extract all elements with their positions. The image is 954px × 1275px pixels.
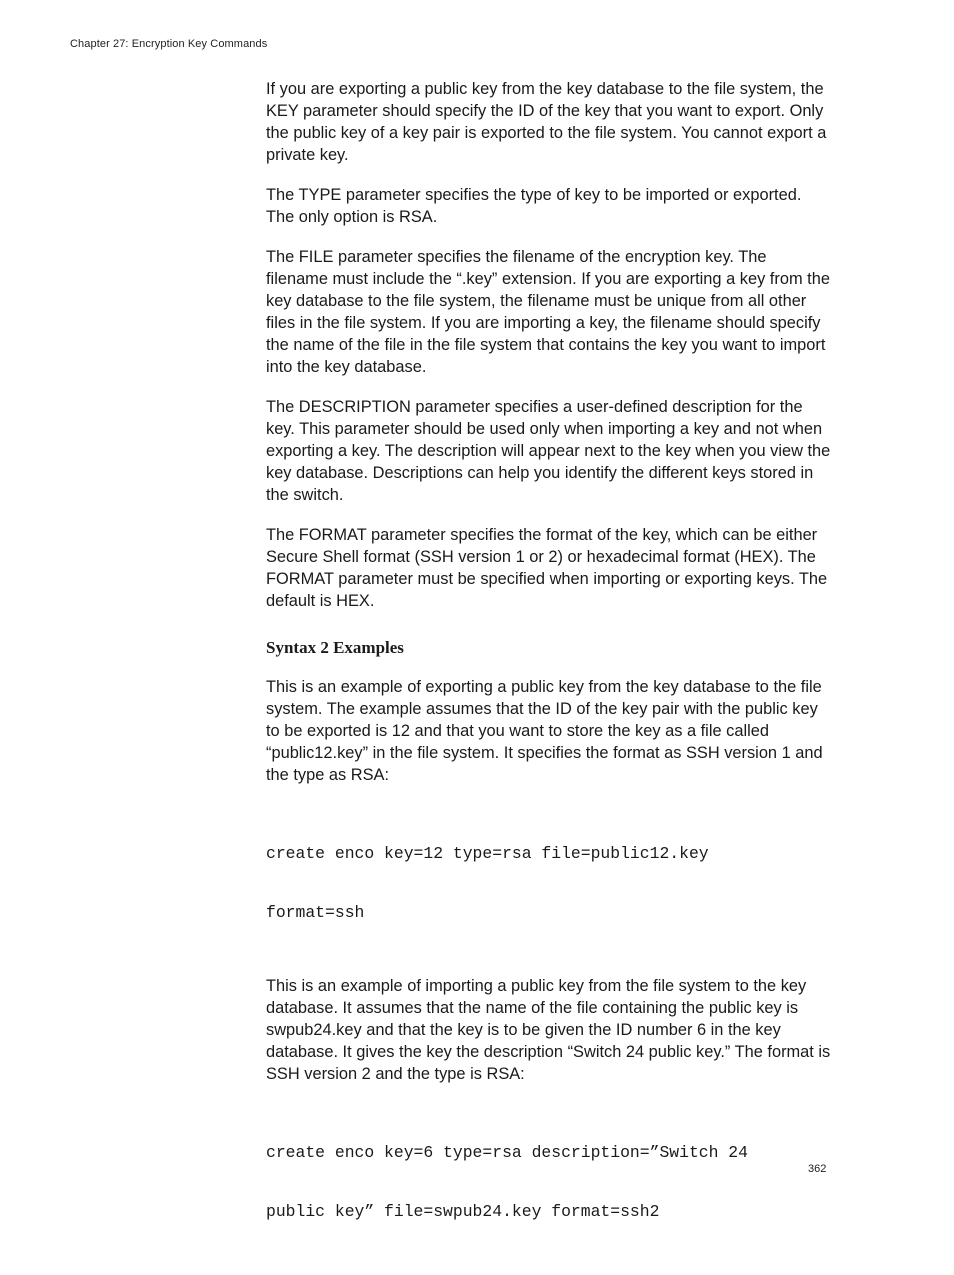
paragraph-format-parameter: The FORMAT parameter specifies the format of the key, which can be either Secure Shell format (SSH version 1 or 2) or hexadecimal format (HEX). The FORMAT parameter must be specified when importing or exporting keys. The default is HEX. — [266, 526, 828, 611]
code-line: create enco key=12 type=rsa file=public12.key — [266, 844, 709, 864]
paragraph-key-export: If you are exporting a public key from the key database to the file system, the KEY parameter should specify the ID of the key that you want to export. Only the public key of a key pair is exported to the file system. You cannot export a private key. — [266, 80, 827, 164]
code-line: format=ssh — [266, 902, 365, 922]
code-line: create enco key=6 type=rsa description=”Switch 24 — [266, 1143, 748, 1163]
code-example-import — [266, 1104, 832, 1260]
section-heading: Syntax 2 Examples — [266, 638, 404, 658]
running-header: Chapter 27: Encryption Key Commands — [70, 38, 268, 50]
code-line: public key” file=swpub24.key format=ssh2 — [266, 1201, 660, 1221]
paragraph-example-import: This is an example of importing a public key from the file system to the key database. It assumes that the name of the file containing the public key is swpub24.key and that the key is to be given the ID number 6 in the key database. It gives the key the description “Switch 24 public key.” The format is SSH version 2 and the type is RSA: — [266, 977, 831, 1083]
code-example-export — [266, 805, 832, 961]
page-number: 362 — [808, 1163, 827, 1175]
paragraph-example-export: This is an example of exporting a public key from the key database to the file system. The example assumes that the ID of the key pair with the public key to be exported is 12 and that you want to store the key as a file called “public12.key” in the file system. It specifies the format as SSH version 1 and the type as RSA: — [266, 678, 823, 784]
paragraph-file-parameter: The FILE parameter specifies the filename of the encryption key. The filename must include the “.key” extension. If you are exporting a key from the key database to the file system, the filename must be unique from all other files in the file system. If you are importing a key, the filename should specify the name of the file in the file system that contains the key you want to import into the key database. — [266, 248, 830, 376]
paragraph-description-parameter: The DESCRIPTION parameter specifies a user-defined description for the key. This parameter should be used only when importing a key and not when exporting a key. The description will appear next to the key when you view the key database. Descriptions can help you identify the different keys stored in the switch. — [266, 398, 831, 504]
paragraph-type-parameter: The TYPE parameter specifies the type of key to be imported or exported. The only option is RSA. — [266, 186, 802, 227]
page-body — [266, 79, 832, 1275]
